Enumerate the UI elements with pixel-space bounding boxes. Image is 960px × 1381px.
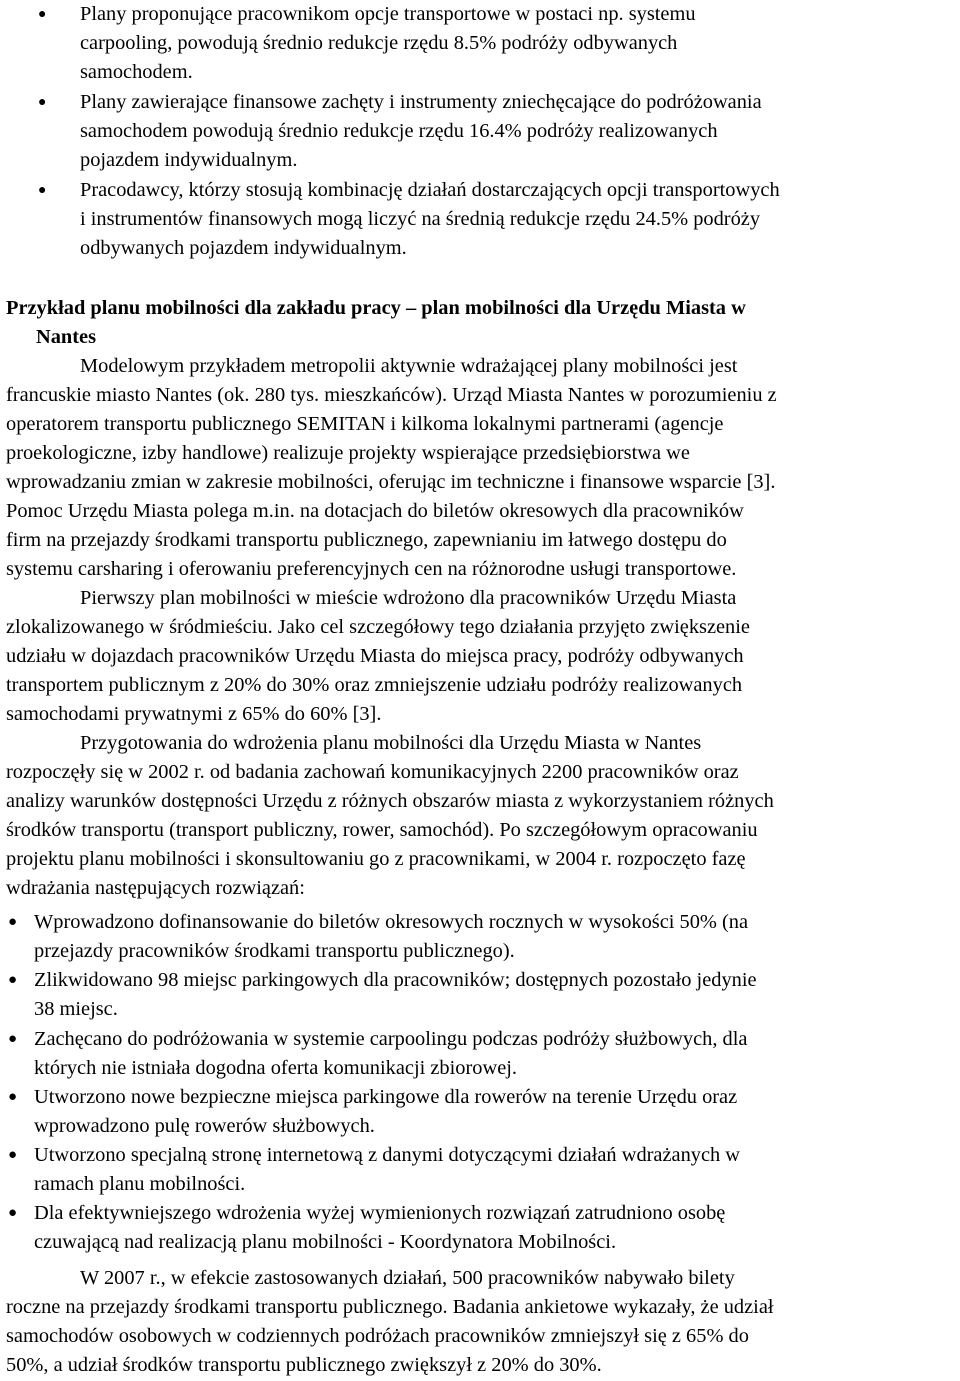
text-line: proekologiczne, izby handlowe) realizuje projekty wspierające przedsiębiorstwa we — [6, 442, 690, 464]
text-line: Wprowadzono dofinansowanie do biletów okresowych rocznych w wysokości 50% (na — [34, 911, 749, 933]
text-line: 50%, a udział środków transportu publicznego zwiększył z 20% do 30%. — [6, 1354, 602, 1376]
paragraph — [6, 584, 750, 729]
text-line: carpooling, powodują średnio redukcje rzędu 8.5% podróży odbywanych — [80, 32, 678, 54]
bullet-icon: ● — [8, 914, 18, 930]
solution-bullet-item — [34, 966, 757, 1024]
text-line: francuskie miasto Nantes (ok. 280 tys. mieszkańców). Urząd Miasta Nantes w porozumieniu z — [6, 384, 777, 406]
text-line: Pierwszy plan mobilności w mieście wdrożono dla pracowników Urzędu Miasta — [80, 587, 737, 609]
paragraph — [6, 352, 777, 584]
solution-bullet-item — [34, 908, 748, 966]
text-line: Plany proponujące pracownikom opcje transportowe w postaci np. systemu — [80, 3, 696, 25]
text-line: wprowadzono pulę rowerów służbowych. — [34, 1115, 375, 1137]
text-line: których nie istniała dogodna oferta komunikacji zbiorowej. — [34, 1057, 518, 1079]
text-line: samochodem. — [80, 61, 193, 83]
top-bullet-item — [80, 176, 780, 263]
solution-bullet-item — [34, 1141, 740, 1199]
paragraph — [6, 1264, 774, 1380]
paragraph — [6, 729, 774, 903]
bullet-icon: ● — [8, 972, 18, 988]
text-line: samochodów osobowych w codziennych podróżach pracowników zmniejszył się z 65% do — [6, 1325, 749, 1347]
text-line: projektu planu mobilności i skonsultowaniu go z pracownikami, w 2004 r. rozpoczęto fazę — [6, 848, 746, 870]
text-line: wdrażania następujących rozwiązań: — [6, 877, 305, 899]
solution-bullet-item — [34, 1083, 737, 1141]
text-line: i instrumentów finansowych mogą liczyć na średnią redukcje rzędu 24.5% podróży — [80, 208, 761, 230]
text-line: analizy warunków dostępności Urzędu z różnych obszarów miasta z wykorzystaniem różnych — [6, 790, 774, 812]
bullet-icon: ● — [8, 1031, 18, 1047]
text-line: zlokalizowanego w śródmieściu. Jako cel szczegółowy tego działania przyjęto zwiększenie — [6, 616, 750, 638]
text-line: firm na przejazdy środkami transportu publicznego, zapewnianiu im łatwego dostępu do — [6, 529, 727, 551]
text-line: ramach planu mobilności. — [34, 1173, 246, 1195]
heading-line: Przykład planu mobilności dla zakładu pracy – plan mobilności dla Urzędu Miasta w — [6, 297, 746, 319]
text-line: środków transportu (transport publiczny, rower, samochód). Po szczegółowym opracowaniu — [6, 819, 758, 841]
text-line: samochodami prywatnymi z 65% do 60% [3]. — [6, 703, 382, 725]
text-line: Zachęcano do podróżowania w systemie carpoolingu podczas podróży służbowych, dla — [34, 1028, 748, 1050]
top-bullet-item — [80, 88, 762, 175]
text-line: czuwającą nad realizacją planu mobilności - Koordynatora Mobilności. — [34, 1231, 617, 1253]
section-heading — [6, 294, 746, 352]
text-line: operatorem transportu publicznego SEMITAN i kilkoma lokalnymi partnerami (agencje — [6, 413, 724, 435]
text-line: samochodem powodują średnio redukcje rzędu 16.4% podróży realizowanych — [80, 120, 718, 142]
bullet-icon: ● — [38, 183, 47, 198]
text-line: pojazdem indywidualnym. — [80, 149, 298, 171]
text-line: wprowadzaniu zmian w zakresie mobilności, oferując im techniczne i finansowe wsparcie [3]. — [6, 471, 776, 493]
bullet-icon: ● — [8, 1147, 18, 1163]
text-line: 38 miejsc. — [34, 998, 118, 1020]
top-bullet-item — [80, 0, 696, 87]
text-line: Modelowym przykładem metropolii aktywnie wdrażającej plany mobilności jest — [80, 355, 738, 377]
text-line: Zlikwidowano 98 miejsc parkingowych dla pracowników; dostępnych pozostało jedynie — [34, 969, 757, 991]
heading-line: Nantes — [36, 326, 97, 348]
text-line: systemu carsharing i oferowaniu preferencyjnych cen na różnorodne usługi transportowe. — [6, 558, 737, 580]
text-line: Plany zawierające finansowe zachęty i instrumenty zniechęcające do podróżowania — [80, 91, 762, 113]
text-line: Utworzono nowe bezpieczne miejsca parkingowe dla rowerów na terenie Urzędu oraz — [34, 1086, 738, 1108]
text-line: W 2007 r., w efekcie zastosowanych działań, 500 pracowników nabywało bilety — [80, 1267, 735, 1289]
bullet-icon: ● — [38, 95, 47, 110]
text-line: udziału w dojazdach pracowników Urzędu Miasta do miejsca pracy, podróży odbywanych — [6, 645, 744, 667]
solution-bullet-item — [34, 1199, 725, 1257]
text-line: Dla efektywniejszego wdrożenia wyżej wymienionych rozwiązań zatrudniono osobę — [34, 1202, 726, 1224]
text-line: Utworzono specjalną stronę internetową z danymi dotyczącymi działań wdrażanych w — [34, 1144, 741, 1166]
text-line: transportem publicznym z 20% do 30% oraz zmniejszenie udziału podróży realizowanych — [6, 674, 743, 696]
bullet-icon: ● — [8, 1205, 18, 1221]
text-line: rozpoczęły się w 2002 r. od badania zachowań komunikacyjnych 2200 pracowników oraz — [6, 761, 739, 783]
text-line: przejazdy pracowników środkami transportu publicznego). — [34, 940, 515, 962]
text-line: Pomoc Urzędu Miasta polega m.in. na dotacjach do biletów okresowych dla pracowników — [6, 500, 744, 522]
bullet-icon: ● — [8, 1089, 18, 1105]
solution-bullet-item — [34, 1025, 747, 1083]
text-line: odbywanych pojazdem indywidualnym. — [80, 237, 407, 259]
text-line: roczne na przejazdy środkami transportu publicznego. Badania ankietowe wykazały, że udział — [6, 1296, 774, 1318]
text-line: Pracodawcy, którzy stosują kombinację działań dostarczających opcji transportowych — [80, 179, 780, 201]
bullet-icon: ● — [38, 7, 47, 22]
text-line: Przygotowania do wdrożenia planu mobilności dla Urzędu Miasta w Nantes — [80, 732, 702, 754]
